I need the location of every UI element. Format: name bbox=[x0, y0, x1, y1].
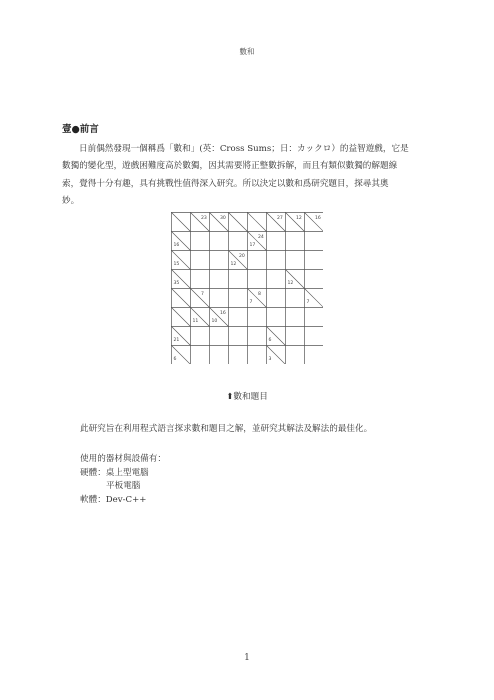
clue-number: 11 bbox=[192, 319, 199, 324]
figure-caption bbox=[0, 390, 494, 402]
equipment-intro: 使用的器材與設備有： bbox=[80, 454, 166, 464]
software-line: 軟體：Dev-C++ bbox=[80, 494, 147, 505]
hardware-line-2: 平板電腦 bbox=[106, 481, 141, 491]
intro-line-3: 索，覺得十分有趣，具有挑戰性值得深入研究。所以決定以數和爲研究題目，探尋其奧 bbox=[62, 178, 389, 189]
intro-paragraph bbox=[62, 141, 432, 211]
intro-line-4: 妙。 bbox=[62, 196, 80, 207]
clue-cell-diagonal bbox=[248, 213, 267, 232]
clue-number: 24 bbox=[258, 235, 264, 240]
cross-sums-puzzle-grid bbox=[171, 212, 323, 364]
clue-cell-diagonal bbox=[229, 213, 248, 232]
clue-number: 10 bbox=[211, 319, 218, 324]
clue-number: 16 bbox=[220, 311, 226, 316]
clue-number: 16 bbox=[173, 243, 180, 248]
clue-number: 6 bbox=[173, 357, 177, 362]
clue-number: 12 bbox=[296, 216, 302, 221]
intro-line-1: 日前偶然發現一個稱爲「數和」(英：Cross Sums；日：カックロ）的益智遊戲，它是 bbox=[79, 144, 409, 154]
hardware-line-1: 硬體：桌上型電腦 bbox=[80, 467, 149, 478]
clue-number: 23 bbox=[201, 216, 207, 221]
clue-number: 20 bbox=[239, 254, 245, 259]
clue-number: 3 bbox=[268, 357, 272, 362]
clue-number: 6 bbox=[268, 338, 272, 343]
clue-number: 21 bbox=[173, 338, 180, 343]
clue-number: 7 bbox=[306, 300, 310, 305]
equipment-list bbox=[80, 453, 166, 507]
clue-number: 27 bbox=[277, 216, 283, 221]
cross-sums-puzzle-figure bbox=[171, 212, 323, 364]
clue-number: 8 bbox=[258, 292, 261, 297]
caption-text: 數和題目 bbox=[233, 392, 268, 402]
clue-cell-diagonal bbox=[172, 308, 191, 327]
clue-number: 35 bbox=[173, 281, 180, 286]
clue-number: 30 bbox=[220, 216, 226, 221]
clue-number: 7 bbox=[249, 300, 253, 305]
clue-number: 7 bbox=[201, 292, 204, 297]
page-header: 數和 bbox=[239, 47, 255, 56]
up-arrow-icon: ⬆ bbox=[226, 392, 234, 402]
clue-number: 15 bbox=[173, 262, 180, 267]
clue-number: 16 bbox=[315, 216, 321, 221]
clue-cell-diagonal bbox=[172, 289, 191, 308]
section-heading: 壹●前言 bbox=[62, 124, 99, 135]
clue-cell-diagonal bbox=[191, 289, 210, 308]
purpose-paragraph: 此研究旨在利用程式語言探求數和題目之解，並研究其解法及解法的最佳化。 bbox=[80, 424, 373, 434]
clue-number: 17 bbox=[249, 243, 256, 248]
intro-line-2: 數獨的變化型，遊戲困難度高於數獨，因其需要將正整數拆解，而且有類似數獨的解題線 bbox=[62, 161, 398, 172]
clue-cell-diagonal bbox=[172, 213, 191, 232]
page-number: 1 bbox=[244, 653, 250, 663]
clue-number: 12 bbox=[287, 281, 294, 286]
clue-number: 12 bbox=[230, 262, 237, 267]
